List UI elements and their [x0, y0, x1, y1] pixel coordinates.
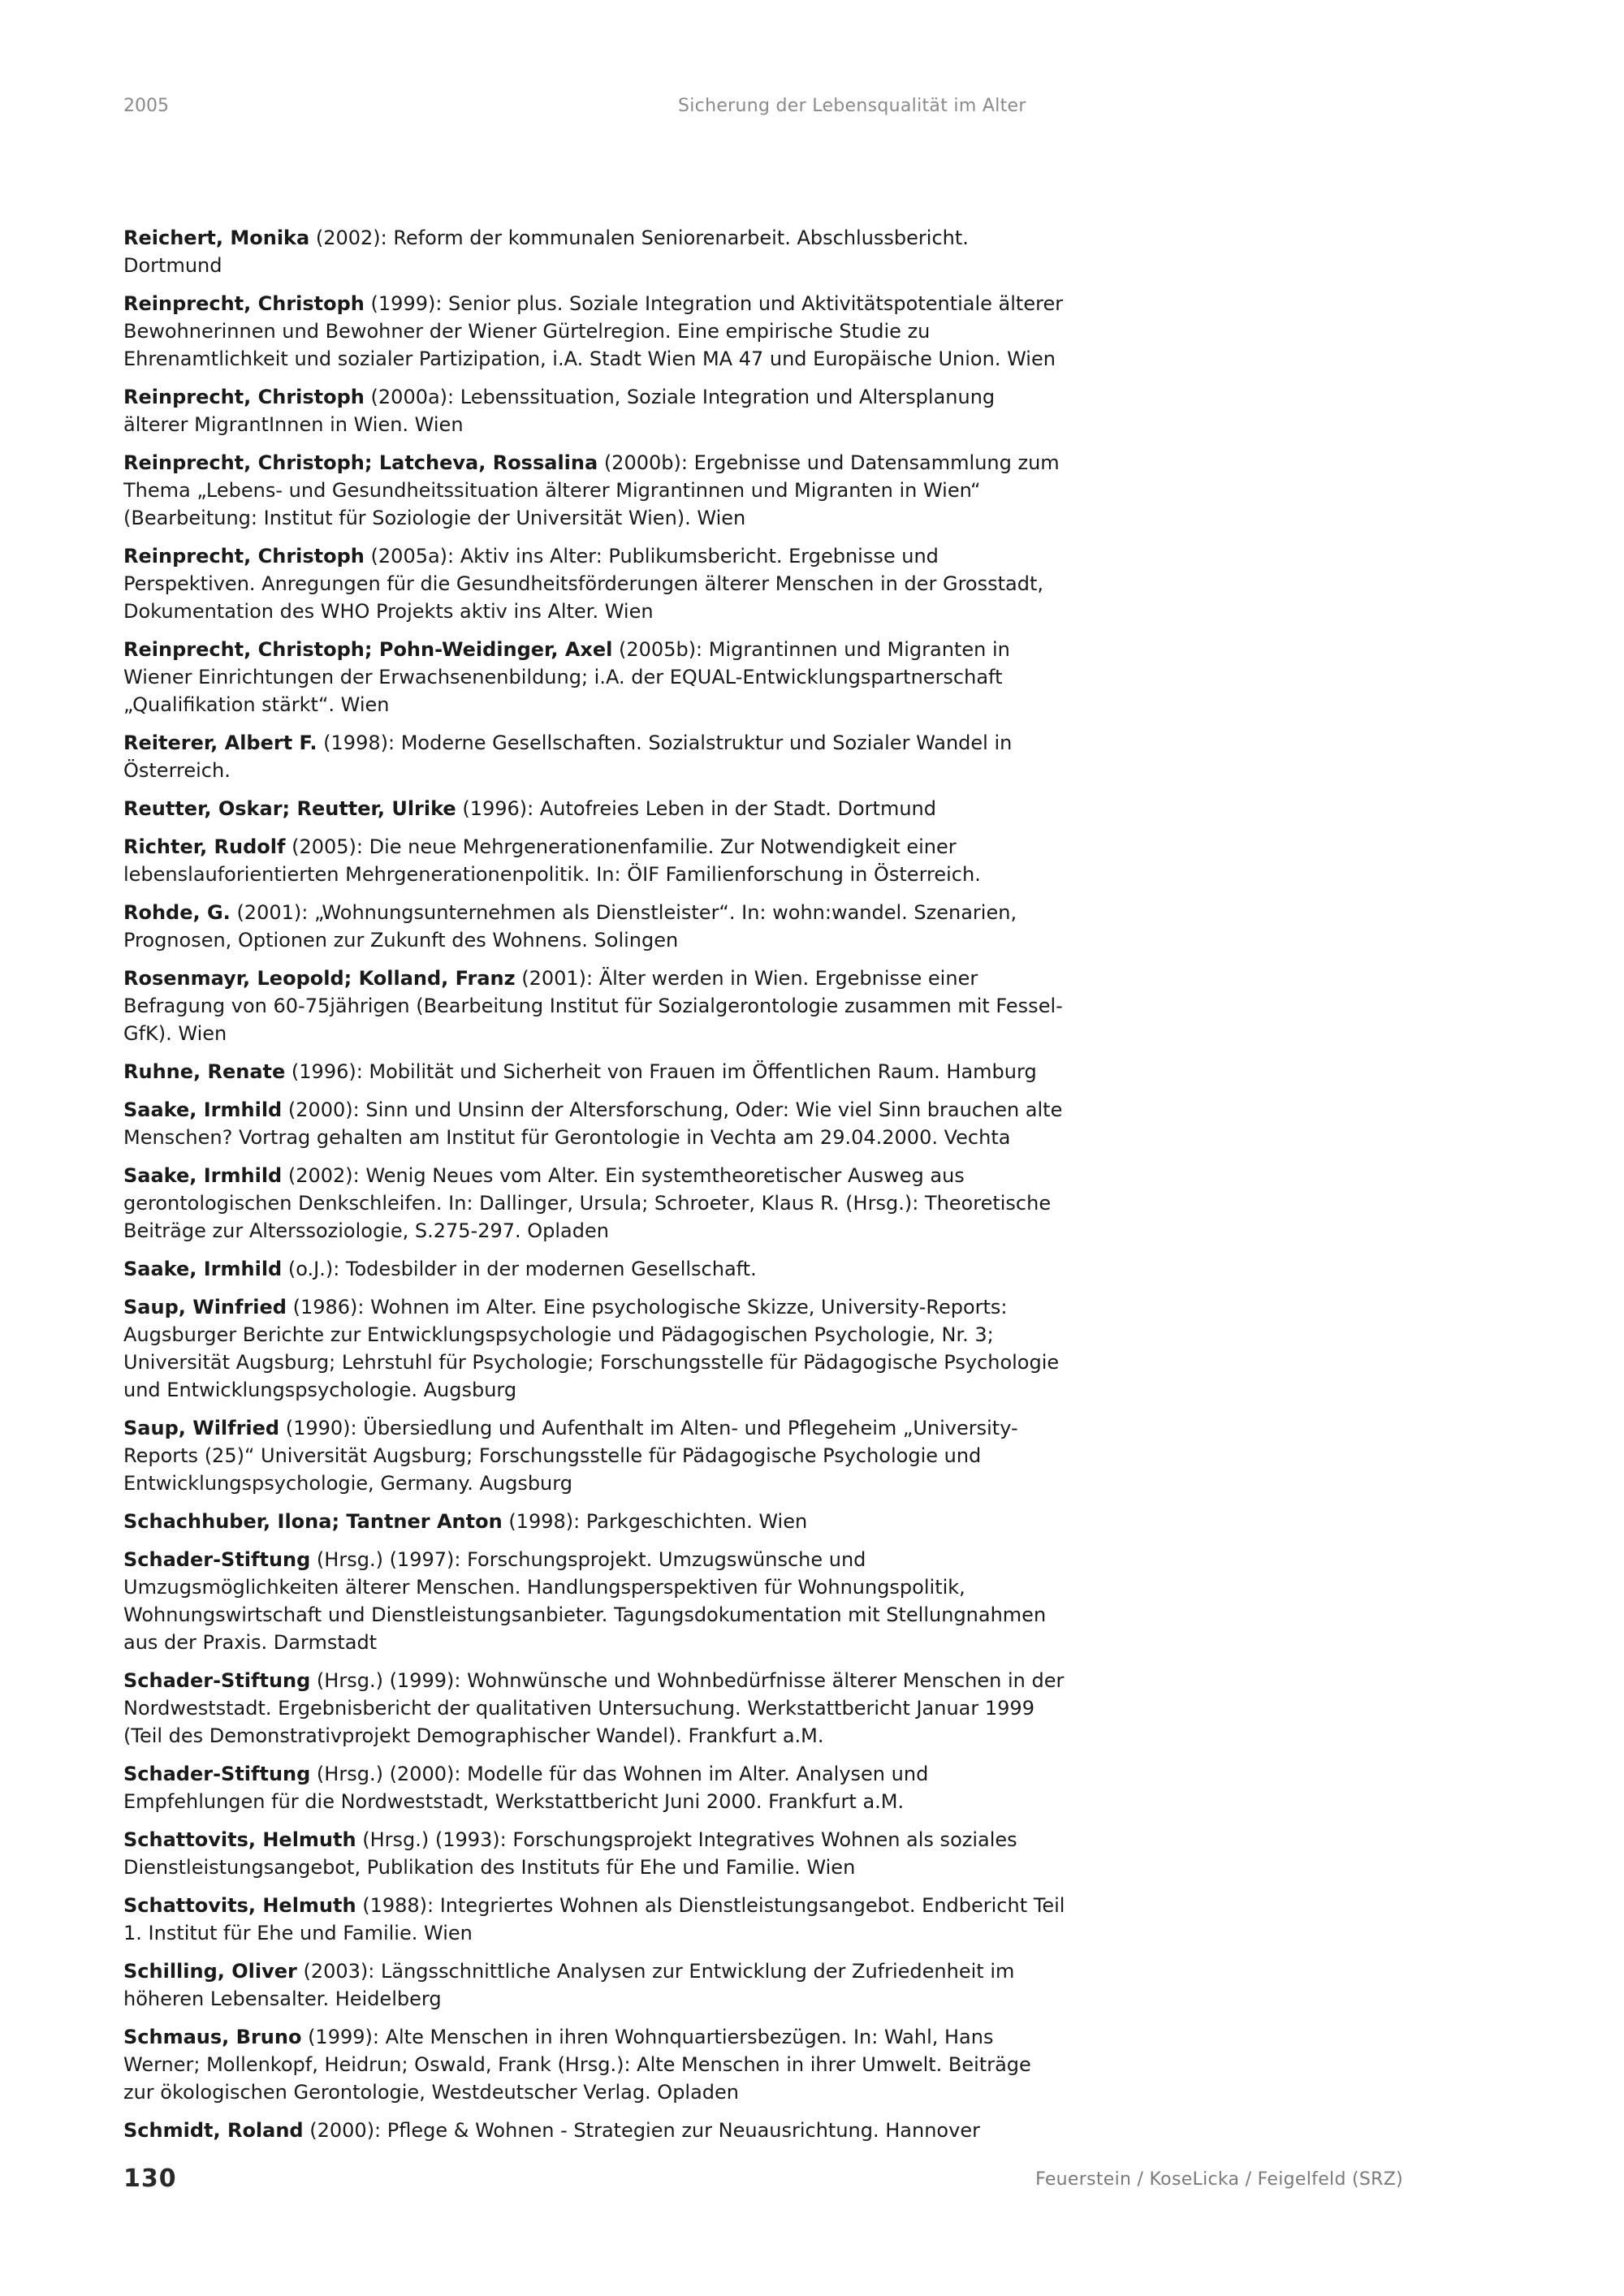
reference-author: Schader-Stiftung: [123, 1669, 311, 1692]
header-year: 2005: [123, 96, 169, 116]
reference-item: [123, 795, 1065, 822]
reference-author: Reiterer, Albert F.: [123, 732, 317, 754]
reference-author: Reinprecht, Christoph; Latcheva, Rossalina: [123, 451, 598, 474]
reference-author: Schattovits, Helmuth: [123, 1894, 356, 1917]
reference-text: (1998): Parkgeschichten. Wien: [502, 1510, 808, 1533]
reference-text: (2000): Sinn und Unsinn der Altersforschung, Oder: Wie viel Sinn brauchen alte Menschen? Vortrag gehalten am Institut für Gerontologie in Vechta am 29.04.2000. Vechta: [123, 1098, 1063, 1149]
reference-text: (Hrsg.) (1999): Wohnwünsche und Wohnbedürfnisse älterer Menschen in der Nordweststadt. Ergebnisbericht der qualitativen Untersuchung. Werkstattbericht Januar 1999 (Teil des Demonstrativprojekt Demographischer Wandel). Frankfurt a.M.: [123, 1669, 1065, 1747]
reference-author: Reutter, Oskar; Reutter, Ulrike: [123, 797, 456, 820]
reference-text: (Hrsg.) (1997): Forschungsprojekt. Umzugswünsche und Umzugsmöglichkeiten älterer Menschen. Handlungsperspektiven für Wohnungspolitik, Wohnungswirtschaft und Dienstleistungsanbieter. Tagungsdokumentation mit Stellungnahmen aus der Praxis. Darmstadt: [123, 1548, 1047, 1654]
reference-text: (2001): „Wohnungsunternehmen als Dienstleister“. In: wohn:wandel. Szenarien, Prognosen, Optionen zur Zukunft des Wohnens. Solingen: [123, 901, 1017, 952]
reference-text: (2005b): Migrantinnen und Migranten in Wiener Einrichtungen der Erwachsenenbildung; i.A. der EQUAL-Entwicklungspartnerschaft „Qualifikation stärkt“. Wien: [123, 638, 1010, 716]
reference-item: [123, 1096, 1065, 1151]
reference-item: [123, 1826, 1065, 1881]
reference-text: (2002): Wenig Neues vom Alter. Ein systemtheoretischer Ausweg aus gerontologischen Denkschleifen. In: Dallinger, Ursula; Schroeter, Klaus R. (Hrsg.): Theoretische Beiträge zur Alterssoziologie, S.275-297. Opladen: [123, 1164, 1052, 1242]
reference-item: [123, 1293, 1065, 1404]
footer-authors: Feuerstein / KoseLicka / Feigelfeld (SRZ): [1035, 2169, 1403, 2190]
page-number: 130: [123, 2164, 177, 2193]
reference-author: Reinprecht, Christoph: [123, 545, 365, 568]
reference-text: (Hrsg.) (2000): Modelle für das Wohnen im Alter. Analysen und Empfehlungen für die Nordweststadt, Werkstattbericht Juni 2000. Frankfurt a.M.: [123, 1763, 929, 1813]
reference-author: Saake, Irmhild: [123, 1258, 283, 1280]
reference-author: Schader-Stiftung: [123, 1548, 311, 1571]
reference-text: (2003): Längsschnittliche Analysen zur Entwicklung der Zufriedenheit im höheren Lebensalter. Heidelberg: [123, 1960, 1015, 2010]
reference-text: (1996): Mobilität und Sicherheit von Frauen im Öffentlichen Raum. Hamburg: [285, 1060, 1037, 1083]
reference-text: (2005a): Aktiv ins Alter: Publikumsbericht. Ergebnisse und Perspektiven. Anregungen für die Gesundheitsförderungen älterer Menschen in der Grosstadt, Dokumentation des WHO Projekts aktiv ins Alter. Wien: [123, 545, 1044, 623]
reference-author: Rosenmayr, Leopold; Kolland, Franz: [123, 967, 516, 990]
reference-author: Schader-Stiftung: [123, 1763, 311, 1785]
reference-item: [123, 224, 1065, 279]
reference-text: (2000a): Lebenssituation, Soziale Integration und Altersplanung älterer MigrantInnen in Wien. Wien: [123, 386, 996, 436]
reference-author: Saake, Irmhild: [123, 1164, 283, 1187]
reference-author: Ruhne, Renate: [123, 1060, 286, 1083]
reference-author: Schmidt, Roland: [123, 2119, 304, 2142]
reference-item: [123, 2117, 1065, 2144]
reference-item: [123, 1546, 1065, 1656]
reference-list: [123, 224, 1065, 2155]
reference-author: Schilling, Oliver: [123, 1960, 297, 1983]
reference-text: (1990): Übersiedlung und Aufenthalt im Alten- und Pflegeheim „University-Reports (25)“ Universität Augsburg; Forschungsstelle für Pädagogische Psychologie und Entwicklungspsychologie, Germany. Augsburg: [123, 1417, 1018, 1495]
reference-author: Reinprecht, Christoph: [123, 386, 365, 408]
reference-item: [123, 899, 1065, 954]
reference-text: (2000): Pflege & Wohnen - Strategien zur Neuausrichtung. Hannover: [303, 2119, 980, 2142]
reference-item: [123, 1058, 1065, 1085]
reference-item: [123, 1508, 1065, 1535]
reference-author: Saup, Wilfried: [123, 1417, 280, 1439]
reference-item: [123, 729, 1065, 784]
reference-text: (1998): Moderne Gesellschaften. Sozialstruktur und Sozialer Wandel in Österreich.: [123, 732, 1013, 782]
reference-text: (1999): Alte Menschen in ihren Wohnquartiersbezügen. In: Wahl, Hans Werner; Mollenkopf, Heidrun; Oswald, Frank (Hrsg.): Alte Menschen in ihrer Umwelt. Beiträge zur ökologischen Gerontologie, Westdeutscher Verlag. Opladen: [123, 2026, 1031, 2104]
reference-author: Saake, Irmhild: [123, 1098, 283, 1121]
reference-item: [123, 542, 1065, 625]
reference-text: (2005): Die neue Mehrgenerationenfamilie. Zur Notwendigkeit einer lebenslauforientierten Mehrgenerationenpolitik. In: ÖIF Familienforschung in Österreich.: [123, 835, 981, 886]
reference-author: Saup, Winfried: [123, 1296, 287, 1318]
reference-item: [123, 1255, 1065, 1283]
reference-author: Schattovits, Helmuth: [123, 1828, 356, 1851]
reference-text: (1996): Autofreies Leben in der Stadt. Dortmund: [456, 797, 936, 820]
reference-text: (1986): Wohnen im Alter. Eine psychologische Skizze, University-Reports: Augsburger Berichte zur Entwicklungspsychologie und Pädagogischen Psychologie, Nr. 3; Universität Augsburg; Lehrstuhl für Psychologie; Forschungsstelle für Pädagogische Psychologie und Entwicklungspsychologie. Augsburg: [123, 1296, 1060, 1401]
reference-text: (o.J.): Todesbilder in der modernen Gesellschaft.: [282, 1258, 757, 1280]
reference-author: Schachhuber, Ilona; Tantner Anton: [123, 1510, 503, 1533]
reference-item: [123, 833, 1065, 888]
reference-author: Reinprecht, Christoph: [123, 292, 365, 315]
reference-item: [123, 290, 1065, 373]
reference-author: Reichert, Monika: [123, 227, 310, 249]
reference-text: (2000b): Ergebnisse und Datensammlung zum Thema „Lebens- und Gesundheitssituation älterer Migrantinnen und Migranten in Wien“ (Bearbeitung: Institut für Soziologie der Universität Wien). Wien: [123, 451, 1060, 529]
reference-author: Reinprecht, Christoph; Pohn-Weidinger, Axel: [123, 638, 613, 661]
reference-item: [123, 1957, 1065, 2013]
reference-author: Rohde, G.: [123, 901, 231, 924]
reference-text: (1999): Senior plus. Soziale Integration und Aktivitätspotentiale älterer Bewohnerinnen und Bewohner der Wiener Gürtelregion. Eine empirische Studie zu Ehrenamtlichkeit und sozialer Partizipation, i.A. Stadt Wien MA 47 und Europäische Union. Wien: [123, 292, 1064, 370]
reference-item: [123, 636, 1065, 719]
reference-item: [123, 1760, 1065, 1815]
reference-item: [123, 449, 1065, 532]
reference-text: (Hrsg.) (1993): Forschungsprojekt Integratives Wohnen als soziales Dienstleistungsangebot, Publikation des Instituts für Ehe und Familie. Wien: [123, 1828, 1017, 1879]
reference-item: [123, 1667, 1065, 1750]
reference-item: [123, 1162, 1065, 1245]
reference-text: (2001): Älter werden in Wien. Ergebnisse einer Befragung von 60-75jährigen (Bearbeitung Institut für Sozialgerontologie zusammen mit Fessel-GfK). Wien: [123, 967, 1063, 1045]
reference-item: [123, 965, 1065, 1047]
reference-author: Schmaus, Bruno: [123, 2026, 302, 2048]
reference-item: [123, 1892, 1065, 1947]
reference-item: [123, 383, 1065, 438]
reference-text: (1988): Integriertes Wohnen als Dienstleistungsangebot. Endbericht Teil 1. Institut für Ehe und Familie. Wien: [123, 1894, 1065, 1944]
header-title: Sicherung der Lebensqualität im Alter: [678, 96, 1026, 116]
reference-text: (2002): Reform der kommunalen Seniorenarbeit. Abschlussbericht. Dortmund: [123, 227, 969, 277]
reference-item: [123, 2023, 1065, 2106]
reference-item: [123, 1414, 1065, 1497]
reference-author: Richter, Rudolf: [123, 835, 286, 858]
